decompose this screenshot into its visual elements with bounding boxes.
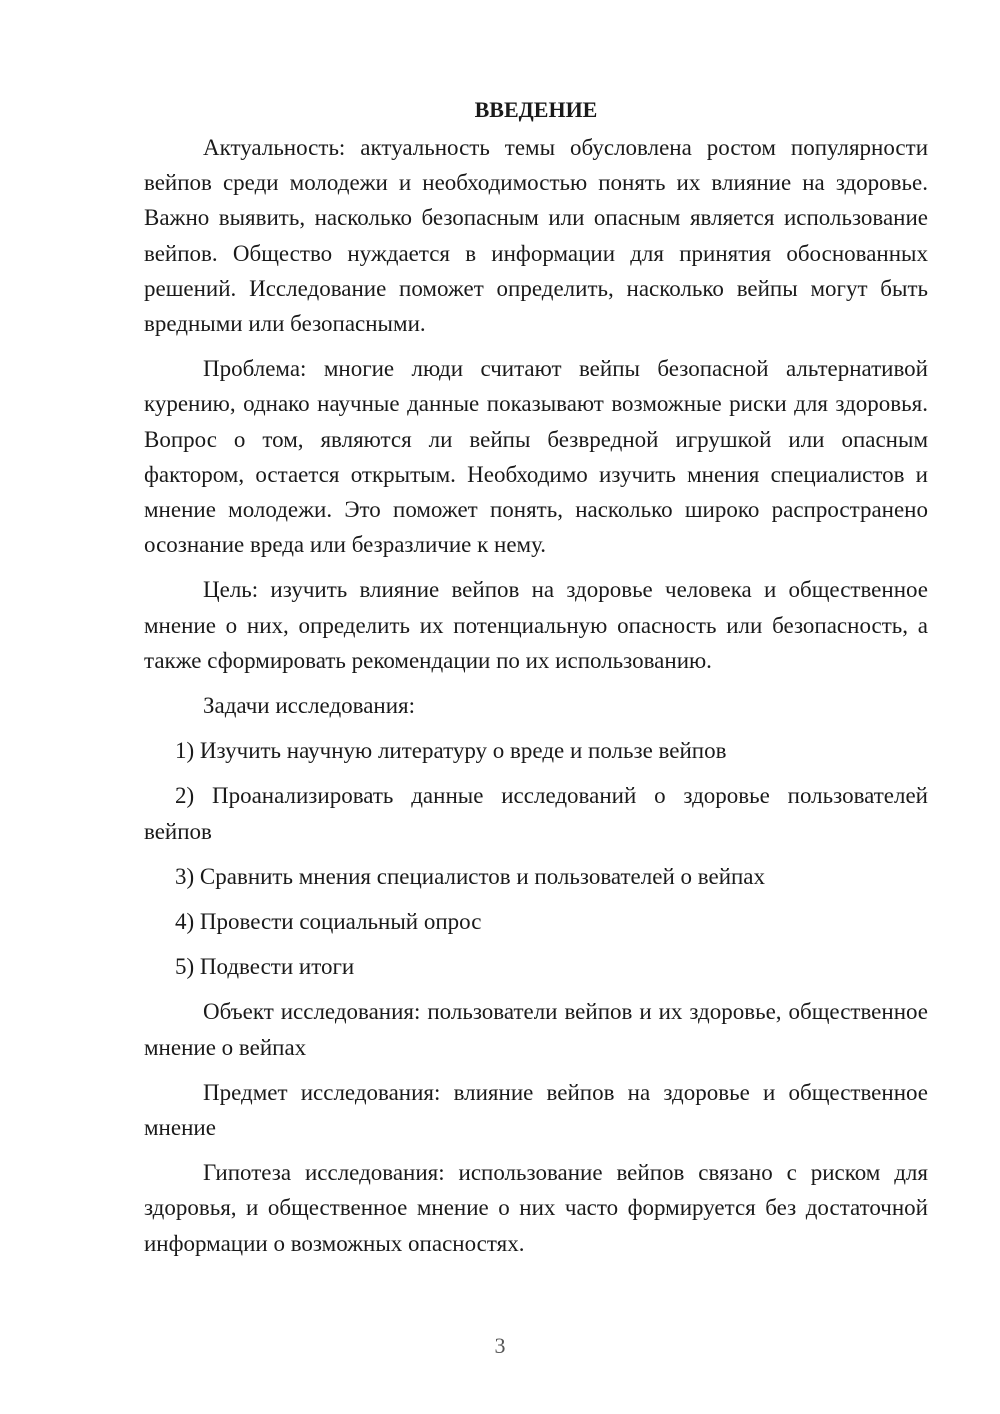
tasks-heading: Задачи исследования:: [203, 693, 416, 719]
research-object-paragraph: Объект исследования: пользователи вейпов и их здоровье, общественное мнение о вейпах: [144, 999, 928, 1060]
section-title: ВВЕДЕНИЕ: [474, 97, 598, 122]
hypothesis-paragraph: Гипотеза исследования: использование вейпов связано с риском для здоровья, и общественное мнение о них часто формируется без достаточной информации о возможных опасностях.: [144, 1160, 928, 1256]
task-item-5: 5) Подвести итоги: [175, 954, 355, 980]
page-number: 3: [494, 1333, 506, 1358]
relevance-paragraph: Актуальность: актуальность темы обусловлена ростом популярности вейпов среди молодежи и необходимостью понять их влияние на здоровье. Важно выявить, насколько безопасным или опасным является использование вейпов. Общество нуждается в информации для принятия обоснованных решений. Исследование поможет определить, насколько вейпы могут быть вредными или безопасными.: [144, 135, 928, 337]
goal-paragraph: Цель: изучить влияние вейпов на здоровье человека и общественное мнение о них, определить их потенциальную опасность или безопасность, а также сформировать рекомендации по их использованию.: [144, 577, 928, 673]
page-content: [144, 92, 928, 1271]
task-item-1: 1) Изучить научную литературу о вреде и пользе вейпов: [175, 738, 727, 764]
task-item-4: 4) Провести социальный опрос: [175, 909, 482, 935]
problem-paragraph: Проблема: многие люди считают вейпы безопасной альтернативой курению, однако научные данные показывают возможные риски для здоровья. Вопрос о том, являются ли вейпы безвредной игрушкой или опасным фактором, остается открытым. Необходимо изучить мнения специалистов и мнение молодежи. Это поможет понять, насколько широко распространено осознание вреда или безразличие к нему.: [144, 356, 928, 558]
task-item-3: 3) Сравнить мнения специалистов и пользователей о вейпах: [175, 863, 766, 889]
task-item-2: 2) Проанализировать данные исследований о здоровье пользователей вейпов: [144, 783, 928, 844]
research-subject-paragraph: Предмет исследования: влияние вейпов на здоровье и общественное мнение: [144, 1079, 928, 1141]
